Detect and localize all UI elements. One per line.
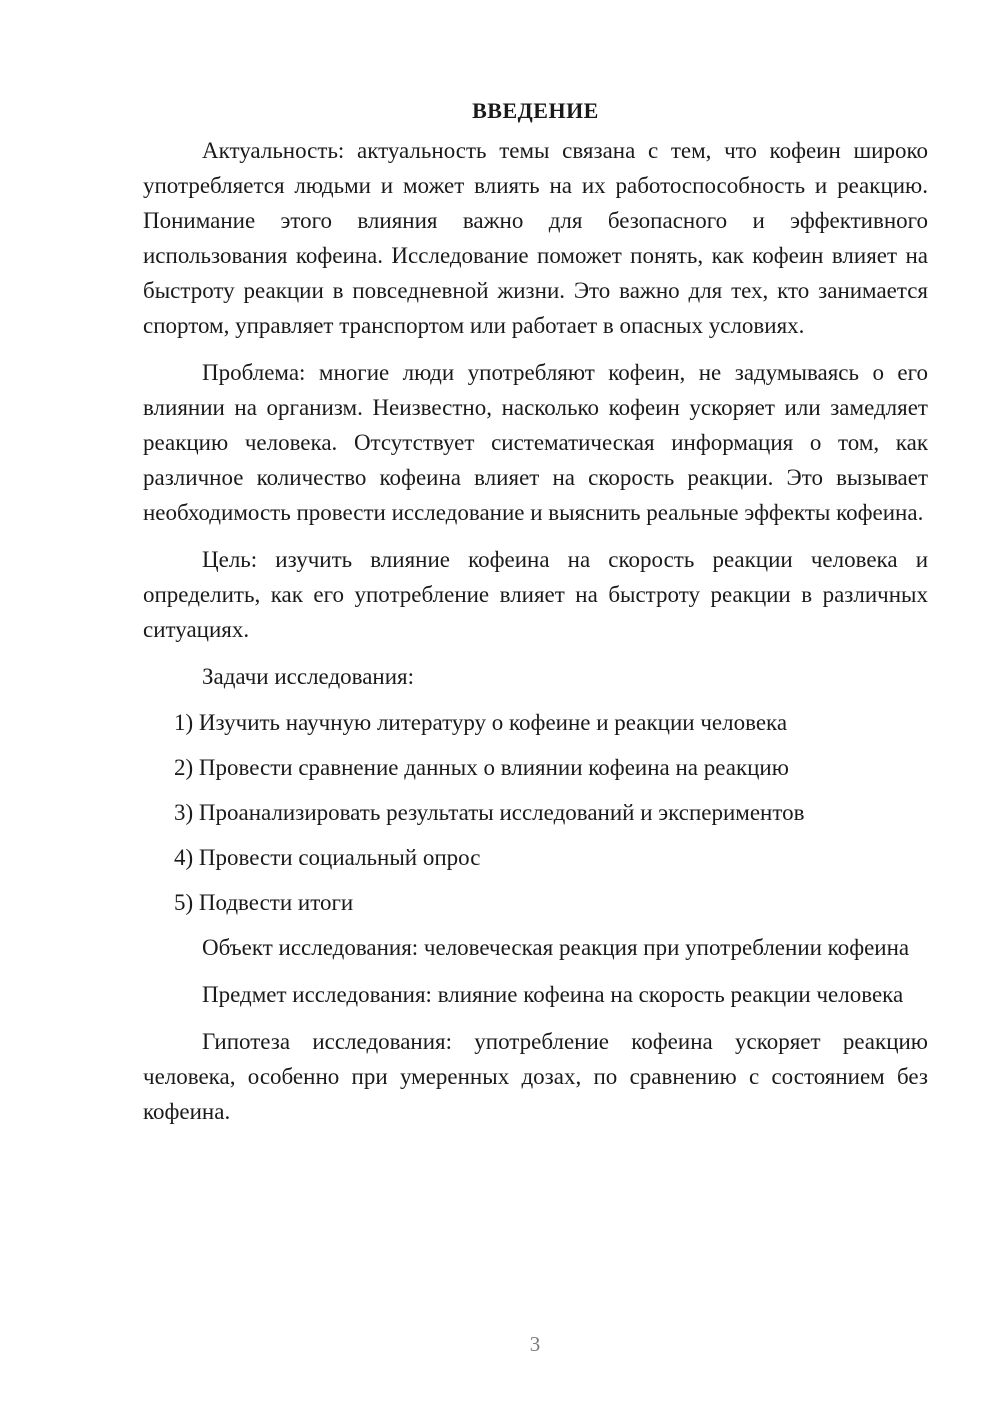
section-heading: ВВЕДЕНИЕ xyxy=(472,98,599,123)
paragraph-subject: Предмет исследования: влияние кофеина на скорость реакции человека xyxy=(202,982,904,1007)
paragraph-problem: Проблема: многие люди употребляют кофеин, не задумываясь о его влиянии на организм. Неизвестно, насколько кофеин ускоряет или замедляет реакцию человека. Отсутствует систематическая информация о том, как различное количество кофеина влияет на скорость реакции. Это вызывает необходимость провести исследование и выяснить реальные эффекты кофеина. xyxy=(143,360,928,525)
paragraph-relevance: Актуальность: актуальность темы связана с тем, что кофеин широко употребляется людьми и может влиять на их работоспособность и реакцию. Понимание этого влияния важно для безопасного и эффективного использования кофеина. Исследование поможет понять, как кофеин влияет на быстроту реакции в повседневной жизни. Это важно для тех, кто занимается спортом, управляет транспортом или работает в опасных условиях. xyxy=(143,138,928,338)
paragraph-object: Объект исследования: человеческая реакция при употреблении кофеина xyxy=(202,935,910,960)
tasks-list xyxy=(143,705,928,920)
paragraph-hypothesis: Гипотеза исследования: употребление кофеина ускоряет реакцию человека, особенно при умеренных дозах, по сравнению с состоянием без кофеина. xyxy=(143,1029,928,1124)
list-item: 3) Проанализировать результаты исследований и экспериментов xyxy=(174,800,805,825)
tasks-title: Задачи исследования: xyxy=(202,664,415,689)
paragraph-goal: Цель: изучить влияние кофеина на скорость реакции человека и определить, как его употребление влияет на быстроту реакции в различных ситуациях. xyxy=(143,547,928,642)
list-item: 2) Провести сравнение данных о влиянии кофеина на реакцию xyxy=(174,755,789,780)
list-item: 5) Подвести итоги xyxy=(174,890,354,915)
page-content xyxy=(143,93,928,1141)
page-number: 3 xyxy=(529,1332,541,1356)
list-item: 1) Изучить научную литературу о кофеине и реакции человека xyxy=(174,710,788,735)
list-item: 4) Провести социальный опрос xyxy=(174,845,481,870)
